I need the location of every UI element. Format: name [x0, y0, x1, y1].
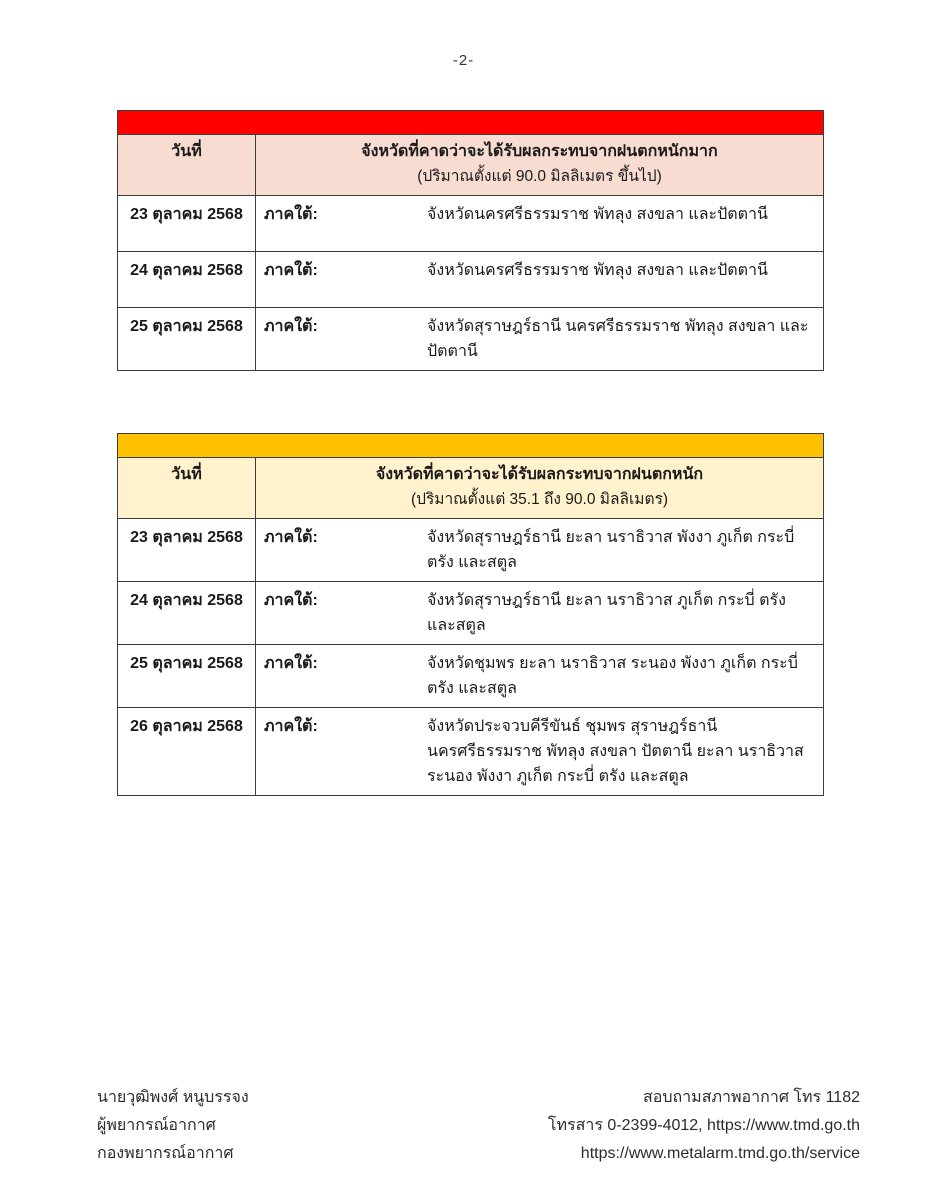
date-header-label: วันที่	[171, 143, 202, 160]
table-subtitle: (ปริมาณตั้งแต่ 90.0 มิลลิเมตร ขึ้นไป)	[417, 168, 662, 185]
date-cell: 25 ตุลาคม 2568	[118, 645, 256, 708]
footer-signature-block	[97, 1084, 249, 1168]
impact-cell	[256, 708, 824, 796]
very-heavy-rain-table	[117, 110, 824, 371]
impact-cell	[256, 308, 824, 371]
provinces-text: จังหวัดสุราษฎร์ธานี ยะลา นราธิวาส ภูเก็ต กระบี่ ตรัง และสตูล	[427, 592, 786, 634]
date-column-header	[118, 135, 256, 196]
page-number: -2-	[452, 52, 475, 69]
impact-cell	[256, 582, 824, 645]
red-accent-bar	[118, 111, 824, 135]
provinces-text: จังหวัดสุราษฎร์ธานี นครศรีธรรมราช พัทลุง สงขลา และปัตตานี	[427, 318, 809, 360]
weather-phone-line: สอบถามสภาพอากาศ โทร 1182	[642, 1089, 860, 1106]
table-accent-bar-row	[118, 434, 824, 458]
table-row	[118, 196, 824, 252]
provinces-text: จังหวัดชุมพร ยะลา นราธิวาส ระนอง พังงา ภูเก็ต กระบี่ ตรัง และสตูล	[427, 655, 798, 697]
date-header-label: วันที่	[171, 466, 202, 483]
table-header-row	[118, 135, 824, 196]
impact-column-header	[256, 458, 824, 519]
region-label: ภาคใต้:	[264, 318, 318, 335]
impact-column-header	[256, 135, 824, 196]
table-row	[118, 708, 824, 796]
region-label: ภาคใต้:	[264, 529, 318, 546]
amber-accent-bar	[118, 434, 824, 458]
table-row	[118, 252, 824, 308]
date-cell: 24 ตุลาคม 2568	[118, 252, 256, 308]
region-label: ภาคใต้:	[264, 206, 318, 223]
provinces-text: จังหวัดสุราษฎร์ธานี ยะลา นราธิวาส พังงา ภูเก็ต กระบี่ ตรัง และสตูล	[427, 529, 795, 571]
date-cell: 25 ตุลาคม 2568	[118, 308, 256, 371]
table-row	[118, 582, 824, 645]
table-row	[118, 519, 824, 582]
provinces-text: จังหวัดนครศรีธรรมราช พัทลุง สงขลา และปัตตานี	[427, 206, 768, 223]
table-title: จังหวัดที่คาดว่าจะได้รับผลกระทบจากฝนตกหนัก	[375, 466, 704, 483]
forecaster-name: นายวุฒิพงศ์ หนูบรรจง	[97, 1089, 249, 1106]
table-title: จังหวัดที่คาดว่าจะได้รับผลกระทบจากฝนตกหนักมาก	[361, 143, 718, 160]
provinces-text: จังหวัดนครศรีธรรมราช พัทลุง สงขลา และปัตตานี	[427, 262, 768, 279]
forecaster-title: ผู้พยากรณ์อากาศ	[97, 1117, 216, 1134]
region-label: ภาคใต้:	[264, 718, 318, 735]
region-label: ภาคใต้:	[264, 655, 318, 672]
impact-cell	[256, 252, 824, 308]
table-accent-bar-row	[118, 111, 824, 135]
date-cell: 26 ตุลาคม 2568	[118, 708, 256, 796]
date-cell: 24 ตุลาคม 2568	[118, 582, 256, 645]
service-url-line: https://www.metalarm.tmd.go.th/service	[580, 1145, 860, 1162]
date-cell: 23 ตุลาคม 2568	[118, 519, 256, 582]
impact-cell	[256, 645, 824, 708]
region-label: ภาคใต้:	[264, 592, 318, 609]
region-label: ภาคใต้:	[264, 262, 318, 279]
date-column-header	[118, 458, 256, 519]
division-name: กองพยากรณ์อากาศ	[97, 1145, 234, 1162]
table-row	[118, 308, 824, 371]
table-row	[118, 645, 824, 708]
date-cell: 23 ตุลาคม 2568	[118, 196, 256, 252]
impact-cell	[256, 196, 824, 252]
fax-website-line: โทรสาร 0-2399-4012, https://www.tmd.go.th	[547, 1117, 860, 1134]
footer-contact-block	[548, 1084, 860, 1168]
provinces-text: จังหวัดประจวบคีรีขันธ์ ชุมพร สุราษฎร์ธานี นครศรีธรรมราช พัทลุง สงขลา ปัตตานี ยะลา นราธิวาส ระนอง พังงา ภูเก็ต กระบี่ ตรัง และสตูล	[427, 718, 804, 785]
heavy-rain-table	[117, 433, 824, 796]
table-subtitle: (ปริมาณตั้งแต่ 35.1 ถึง 90.0 มิลลิเมตร)	[410, 491, 669, 508]
table-header-row	[118, 458, 824, 519]
impact-cell	[256, 519, 824, 582]
